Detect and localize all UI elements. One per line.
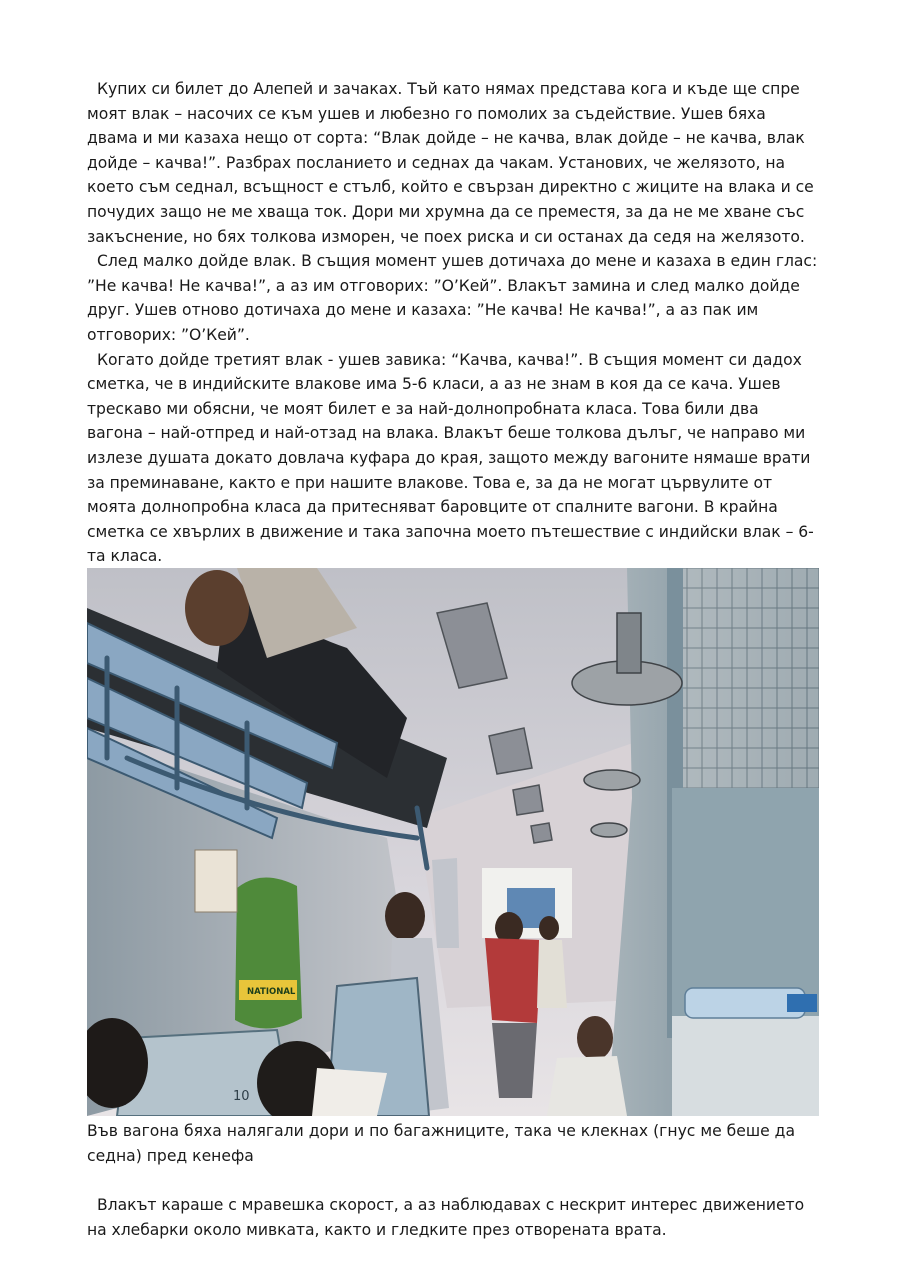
- article-paragraph: Влакът караше с мравешка скорост, а аз наблюдавах с нескрит интерес движението на хлебарки около мивката, както и гледките през отворената врата.: [87, 1196, 805, 1239]
- bag-brand-label: NATIONAL: [247, 987, 296, 997]
- seat-number-label: 10: [233, 1089, 250, 1104]
- photo-caption: Във вагона бяха налягали дори и по багажниците, така че клекнах (гнус ме беше да седна) пред кенефа: [87, 1122, 796, 1165]
- article-closing: [87, 1193, 819, 1242]
- article-body: [87, 77, 819, 569]
- article-paragraph: След малко дойде влак. В същия момент ушев дотичаха до мене и казаха в един глас: ”Не качва! Не качва!”, а аз им отговорих: ”О’Кей”. Влакът замина и след малко дойде друг. Ушев отново дотичаха до мене и казаха: ”Не качва! Не качва!”, а аз пак им отговорих: ”О’Кей”.: [87, 252, 818, 344]
- article-paragraph: Купих си билет до Алепей и зачаках. Тъй като нямах представа кога и къде ще спре моят влак – насочих се към ушев и любезно го помолих за съдействие. Ушев бяха двама и ми казаха нещо от сорта: “Влак дойде – не качва, влак дойде – не качва, влак дойде – качва!”. Разбрах посланието и седнах да чакам. Установих, че желязото, на което съм седнал, всъщност е стълб, който е свързан директно с жиците на влака и се почудих защо не ме хваща ток. Дори ми хрумна да се преместя, за да не ме хване със закъснение, но бях толкова изморен, че поех риска и си останах да седя на желязото.: [87, 80, 814, 246]
- article-paragraph: Когато дойде третият влак - ушев завика: “Качва, качва!”. В същия момент си дадох сметка, че в индийските влакове има 5-6 класи, а аз не знам в коя да се кача. Ушев трескаво ми обясни, че моят билет е за най-долнопробната класа. Това били два вагона – най-отпред и най-отзад на влака. Влакът беше толкова дълъг, че направо ми излезе душата докато довлача куфара до края, защото между вагоните нямаше врати за преминаване, както е при нашите влакове. Това е, за да не могат цървулите от моята долнопробна класа да притесняват баровците от спалните вагони. В крайна сметка се хвърлих в движение и така започна моето пътешествие с индийски влак – 6-та класа.: [87, 350, 814, 566]
- train-interior-photo: [87, 568, 819, 1116]
